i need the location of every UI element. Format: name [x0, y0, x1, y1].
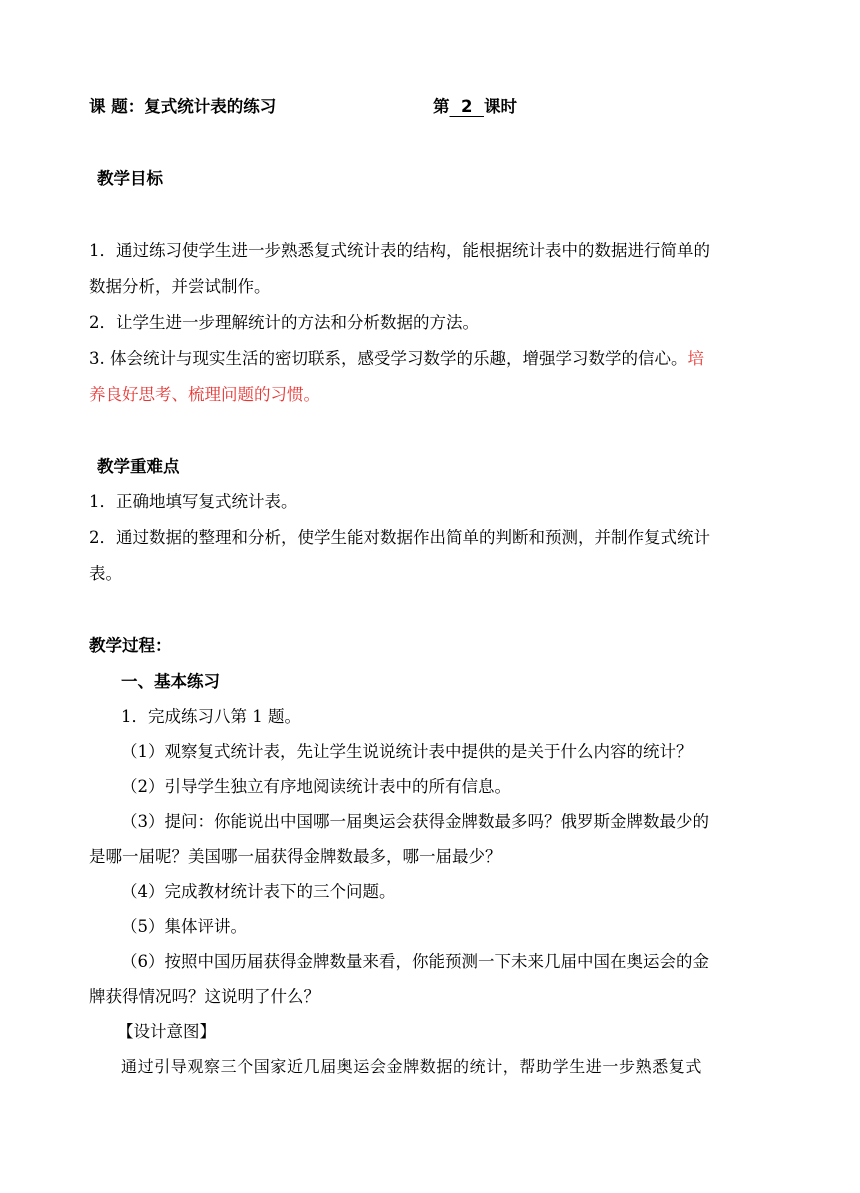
- topic-text: 复式统计表的练习: [144, 97, 277, 116]
- lesson-period: [433, 96, 517, 118]
- key-point-2-line-2: 表。: [89, 564, 122, 583]
- objective-1-line-1: 1．通过练习使学生进一步熟悉复式统计表的结构，能根据统计表中的数据进行简单的: [89, 241, 710, 260]
- objective-2: 2．让学生进一步理解统计的方法和分析数据的方法。: [89, 313, 479, 332]
- lesson-title: [89, 96, 276, 118]
- step-5: （5）集体评讲。: [121, 917, 247, 936]
- key-point-2-line-1: 2．通过数据的整理和分析，使学生能对数据作出简单的判断和预测，并制作复式统计: [89, 528, 710, 547]
- period-prefix: 第: [433, 97, 450, 116]
- step-6-line-2: 牌获得情况吗？这说明了什么？: [89, 987, 320, 1006]
- design-intent-heading: 【设计意图】: [117, 1022, 216, 1041]
- objective-3-line-1: [89, 348, 704, 370]
- period-number: 2: [449, 97, 484, 116]
- section-basic-practice: 一、基本练习: [121, 672, 220, 691]
- key-points-heading: 教学重难点: [97, 457, 180, 476]
- step-1: （1）观察复式统计表，先让学生说说统计表中提供的是关于什么内容的统计？: [121, 742, 693, 761]
- step-3-line-2: 是哪一届呢？美国哪一届获得金牌数最多，哪一届最少？: [89, 847, 502, 866]
- step-4: （4）完成教材统计表下的三个问题。: [121, 882, 396, 901]
- step-2: （2）引导学生独立有序地阅读统计表中的所有信息。: [121, 777, 511, 796]
- objective-3-line-2: 养良好思考、梳理问题的习惯。: [89, 385, 320, 404]
- topic-label: 课 题：: [89, 97, 145, 116]
- step-3-line-1: （3）提问：你能说出中国哪一届奥运会获得金牌数最多吗？俄罗斯金牌数最少的: [121, 812, 709, 831]
- objective-1-line-2: 数据分析，并尝试制作。: [89, 277, 271, 296]
- period-suffix: 课时: [483, 97, 517, 116]
- key-point-1: 1．正确地填写复式统计表。: [89, 492, 298, 511]
- objective-3-highlight-start: 培: [687, 349, 704, 368]
- step-6-line-1: （6）按照中国历届获得金牌数量来看，你能预测一下未来几届中国在奥运会的金: [121, 952, 709, 971]
- objectives-heading: 教学目标: [97, 169, 163, 188]
- objective-3-text: 3. 体会统计与现实生活的密切联系，感受学习数学的乐趣，增强学习数学的信心。: [89, 349, 688, 368]
- process-heading: 教学过程：: [89, 636, 172, 655]
- design-intent-text: 通过引导观察三个国家近几届奥运会金牌数据的统计，帮助学生进一步熟悉复式: [121, 1057, 703, 1076]
- task-1: 1．完成练习八第 1 题。: [121, 707, 301, 726]
